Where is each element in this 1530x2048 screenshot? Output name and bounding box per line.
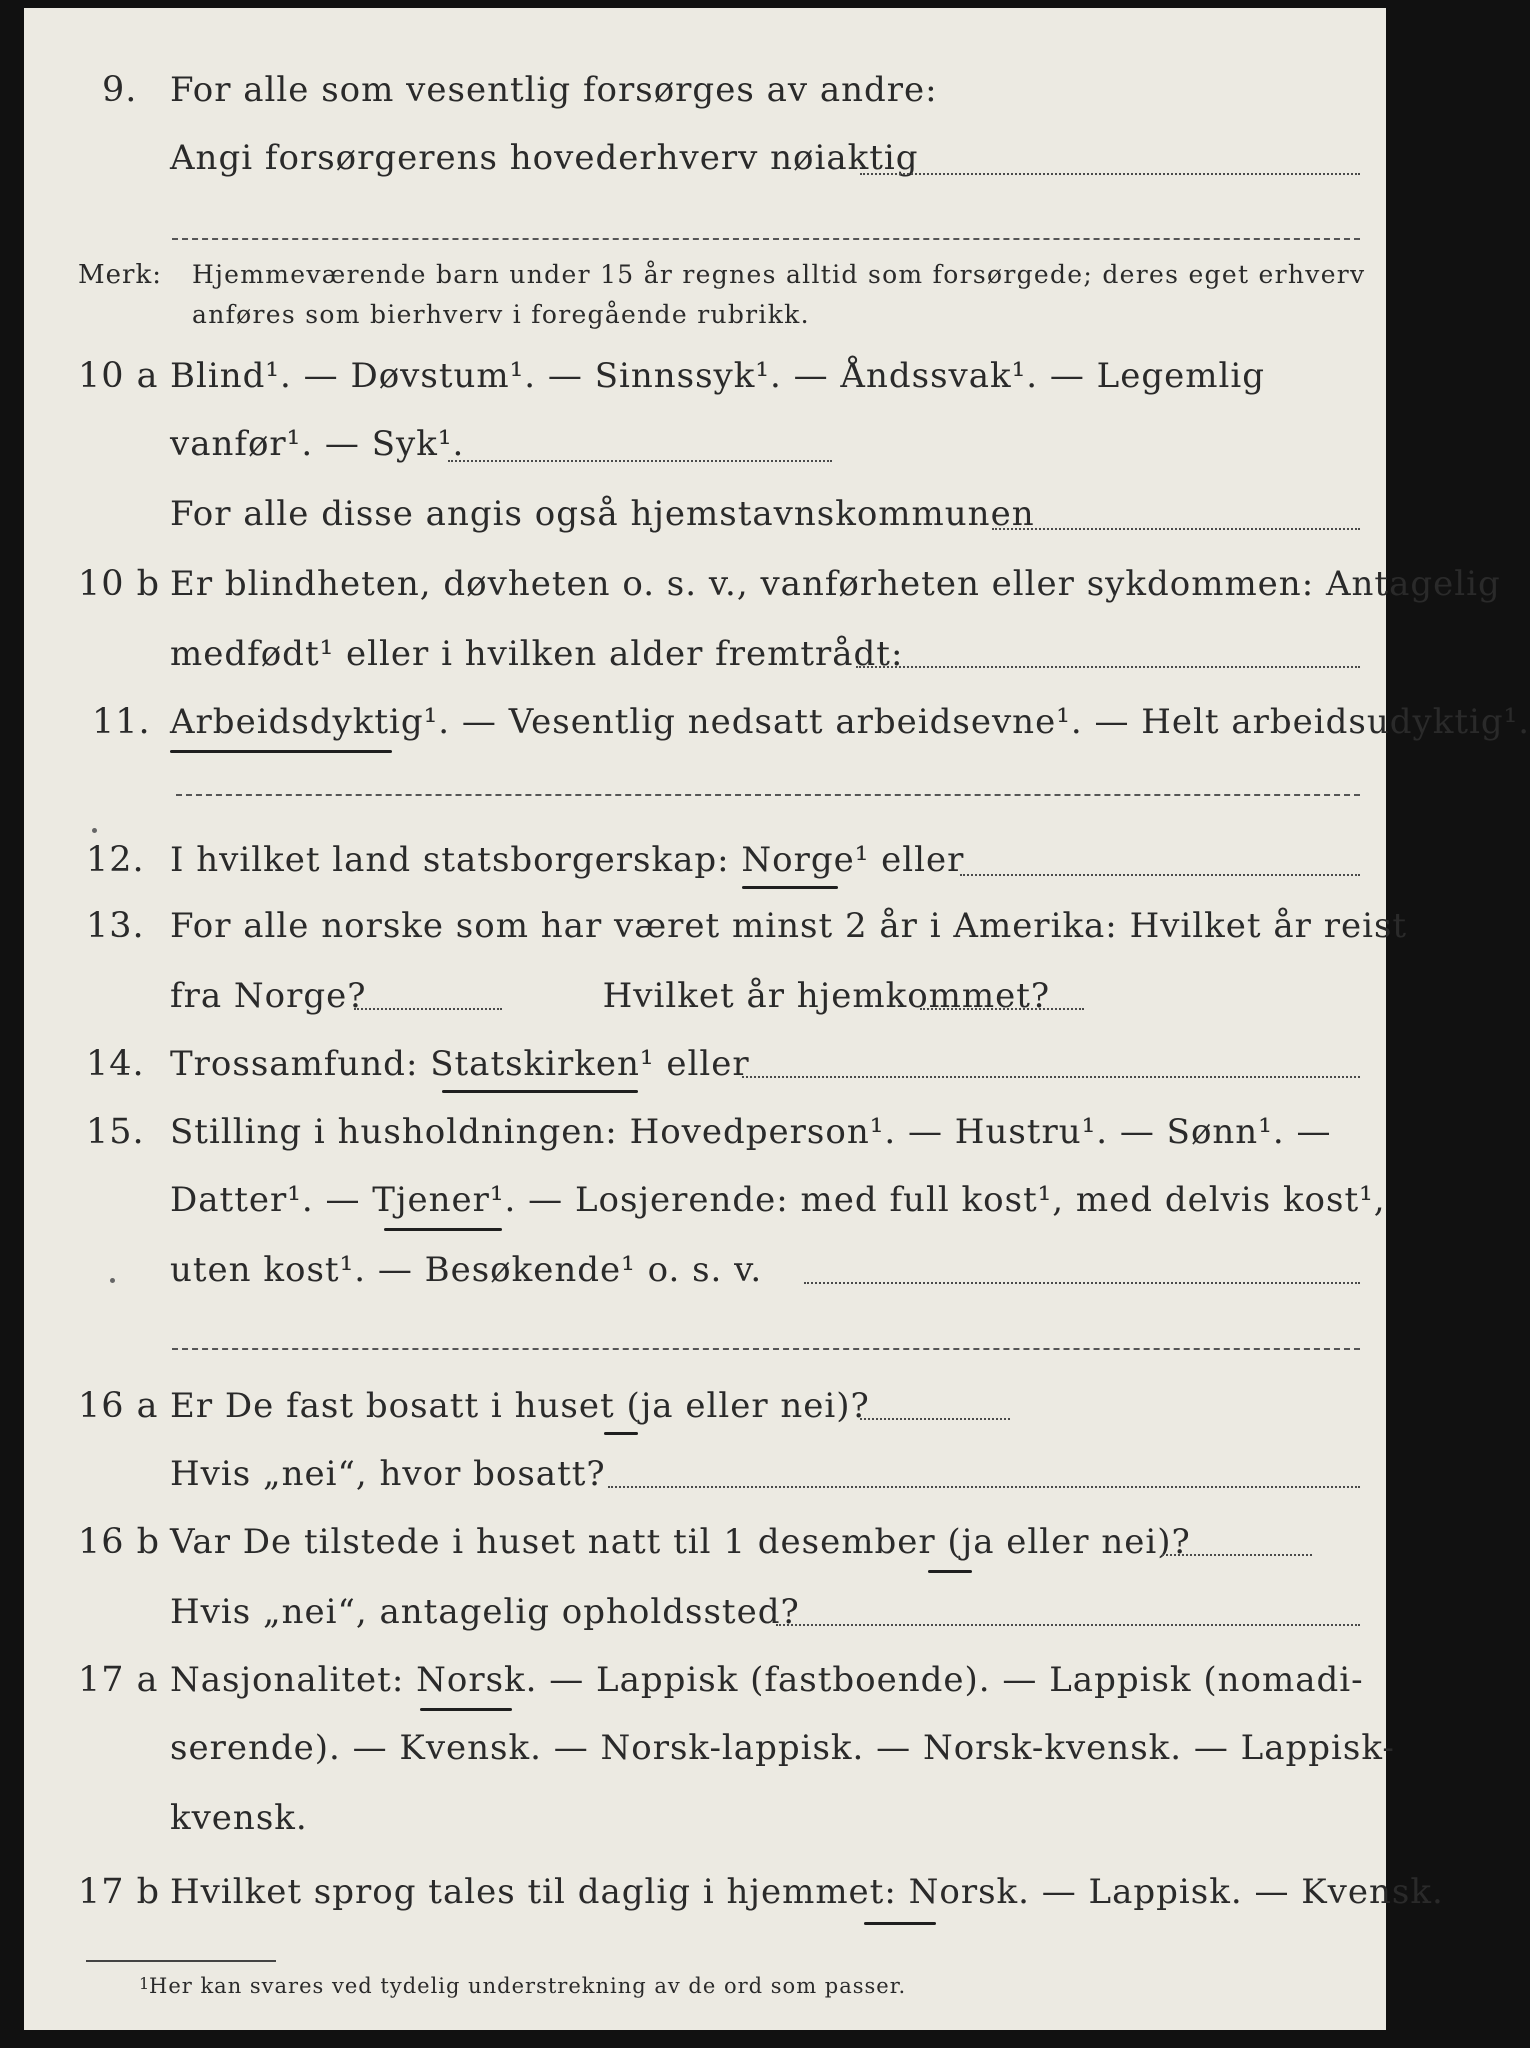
item-17b-row [24, 1872, 1444, 1916]
question-text: I hvilket land statsborgerskap: Norge¹ eller [170, 840, 965, 880]
question-text: For alle norske som har været minst 2 år i Amerika: Hvilket år reist [170, 906, 1408, 946]
question-text: Var De tilstede i huset natt til 1 desember (ja eller nei)? [170, 1522, 1191, 1562]
answer-line[interactable] [992, 528, 1360, 530]
question-text: Er De fast bosatt i huset (ja eller nei)? [170, 1386, 870, 1426]
answer-line[interactable] [176, 794, 1360, 796]
item-16b-row [24, 1522, 1386, 1566]
item-17a-row-3 [24, 1798, 1386, 1842]
answer-line-year-return[interactable] [920, 1008, 1084, 1010]
speck [110, 1278, 115, 1283]
answer-line[interactable] [448, 460, 832, 462]
question-text: serende). — Kvensk. — Norsk-lappisk. — Norsk-kvensk. — Lappisk- [170, 1728, 1395, 1768]
item-16a-row [24, 1386, 1386, 1430]
question-text: Hvilket sprog tales til daglig i hjemmet: Norsk. — Lappisk. — Kvensk. [170, 1872, 1444, 1912]
item-12-row [24, 840, 1386, 884]
item-16a-row-2 [24, 1454, 1386, 1498]
answer-line[interactable] [960, 874, 1360, 876]
underline-mark [384, 1228, 502, 1231]
question-text: Blind¹. — Døvstum¹. — Sinnssyk¹. — Åndssvak¹. — Legemlig [170, 356, 1265, 396]
item-10a-row-3 [24, 494, 1386, 538]
answer-line[interactable] [608, 1486, 1360, 1488]
item-14-row [24, 1044, 1386, 1088]
question-text: Arbeidsdyktig¹. — Vesentlig nedsatt arbeidsevne¹. — Helt arbeidsudyktig¹. [170, 702, 1530, 742]
answer-line[interactable] [856, 666, 1360, 668]
note-text: anføres som bierhverv i foregående rubrikk. [192, 300, 810, 329]
item-number: 11. [92, 702, 151, 742]
question-text: uten kost¹. — Besøkende¹ o. s. v. [170, 1250, 763, 1290]
census-form-page [24, 8, 1530, 2030]
footnote-marker: 1 [139, 1974, 150, 1993]
speck [92, 828, 97, 833]
answer-line[interactable] [860, 173, 1360, 175]
item-number: 12. [86, 840, 145, 880]
question-text: Datter¹. — Tjener¹. — Losjerende: med full kost¹, med delvis kost¹, [170, 1180, 1386, 1220]
item-17a-row-2 [24, 1728, 1395, 1772]
item-10b-row [24, 564, 1501, 608]
question-text: Trossamfund: Statskirken¹ eller [170, 1044, 750, 1084]
item-number: 17 b [78, 1872, 161, 1912]
answer-line-year-left[interactable] [354, 1008, 502, 1010]
underline-mark [742, 886, 838, 889]
answer-line[interactable] [172, 238, 1360, 240]
item-9-row [24, 70, 1386, 114]
item-10a-row [24, 356, 1386, 400]
answer-line[interactable] [860, 1418, 1010, 1420]
footnote-text: Her kan svares ved tydelig understrekning av de ord som passer. [149, 1974, 907, 1998]
item-number: 17 a [78, 1660, 159, 1700]
answer-line[interactable] [804, 1282, 1360, 1284]
item-13-row-2 [24, 976, 1386, 1020]
answer-line[interactable] [742, 1076, 1360, 1078]
question-text: Hvis „nei“, hvor bosatt? [170, 1454, 606, 1494]
question-text: Angi forsørgerens hovederhverv nøiaktig [170, 138, 919, 178]
underline-mark [442, 1090, 638, 1093]
question-text: Nasjonalitet: Norsk. — Lappisk (fastboende). — Lappisk (nomadi- [170, 1660, 1364, 1700]
item-number: 9. [102, 70, 138, 110]
underline-mark [420, 1708, 512, 1711]
question-text: kvensk. [170, 1798, 308, 1838]
answer-line[interactable] [1162, 1554, 1312, 1556]
question-text: vanfør¹. — Syk¹. [170, 424, 465, 464]
item-number: 16 b [78, 1522, 161, 1562]
question-text: For alle som vesentlig forsørges av andre: [170, 70, 938, 110]
underline-mark [928, 1570, 972, 1573]
item-number: 13. [86, 906, 145, 946]
item-number: 15. [86, 1112, 145, 1152]
answer-line[interactable] [776, 1624, 1360, 1626]
item-number: 16 a [78, 1386, 159, 1426]
item-11-row [24, 702, 1530, 746]
question-text: Stilling i husholdningen: Hovedperson¹. — Hustru¹. — Sønn¹. — [170, 1112, 1332, 1152]
item-15-row [24, 1112, 1386, 1156]
question-text: For alle disse angis også hjemstavnskommunen [170, 494, 1035, 534]
item-16b-row-2 [24, 1592, 1386, 1636]
item-17a-row [24, 1660, 1386, 1704]
item-9-row-2 [24, 138, 1386, 182]
answer-line[interactable] [172, 1348, 1360, 1350]
note-label: Merk: [78, 260, 162, 290]
footnote-rule [86, 1960, 276, 1962]
question-text: medfødt¹ eller i hvilken alder fremtrådt: [170, 634, 904, 674]
underline-mark [170, 750, 392, 753]
note-row-2 [24, 300, 1386, 336]
note-row [24, 260, 1386, 296]
item-number: 10 a [78, 356, 159, 396]
item-10b-row-2 [24, 634, 1386, 678]
item-13-row [24, 906, 1408, 950]
footnote-row [24, 1974, 1386, 2004]
note-text: Hjemmeværende barn under 15 år regnes alltid som forsørgede; deres eget erhverv [192, 260, 1366, 289]
question-text: Hvis „nei“, antagelig opholdssted? [170, 1592, 800, 1632]
underline-mark [864, 1922, 936, 1925]
underline-mark [604, 1432, 638, 1435]
question-text: Er blindheten, døvheten o. s. v., vanførheten eller sykdommen: Antagelig [170, 564, 1501, 604]
item-number: 14. [86, 1044, 145, 1084]
item-15-row-3 [24, 1250, 1386, 1294]
item-number: 10 b [78, 564, 161, 604]
question-text: fra Norge? Hvilket år hjemkommet? [170, 976, 1051, 1016]
item-15-row-2 [24, 1180, 1386, 1224]
